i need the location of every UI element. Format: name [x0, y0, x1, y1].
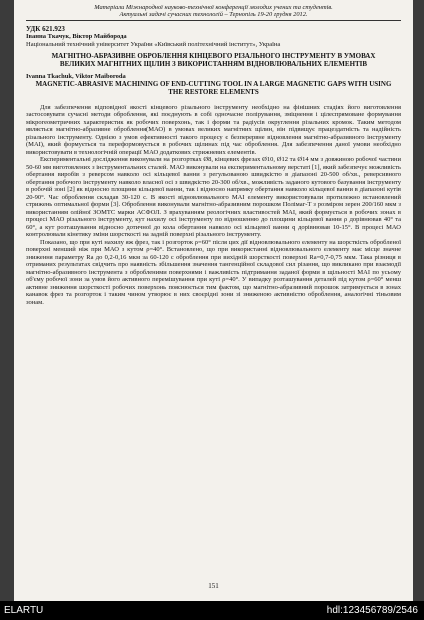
document-page [14, 0, 413, 601]
affiliation: Національний технічний університет України «Київський політехнічний інститут», Україна [26, 40, 281, 48]
authors-en: Ivanna Tkachuk, Viktor Maiboroda [26, 72, 126, 80]
paragraph-results: Показано, що при куті нахилу яж фрез, так і розгорток ρ=60° після цих дії відновлювального елементу на шорсткість обробленої поверхні менший ніж при МАО з кутом ρ=40°. Встановлено, що при використанні відновлювального елементу має місце значне зниження параметру Ra до 0,2-0,16 мкм за 60-120 с оброблення при вихідній шорсткості поверхні Ra=0,7-0,75 мкм. Така різниця в отриманих результатах свідчить про наявність збільшення значення тангенційної складової сил різання, що викликано при взаємодії магнітно-абразивного інструмента з обробленими поверхнями і важливість підтримання заданої форми в щільності МАІ по усьому об'єму робочої зони за умов його активного перемішування при куті ρ=40°. У випадку розташування деталей під кутом ρ=60° менш активне зниження шорсткості робочих поверхонь пояснюється тим фактом, що магнітно-абразивний порошок затримується в зонах канавок фрез та розгорток і таким чином утворює в них своєрідні зони зі зниженою активністю оброблення, аналогічні тіньовим зонам. [26, 238, 401, 306]
conference-header-line2: Актуальні задачі сучасних технологій – Тернопіль 19-20 грудня 2012. [119, 11, 308, 19]
udk-code: УДК 621.923 [26, 24, 65, 33]
handle-id: hdl:123456789/2546 [326, 605, 418, 616]
conference-header [26, 4, 401, 19]
header-divider [26, 20, 401, 21]
repository-name: ELARTU [4, 605, 44, 616]
viewer-footer-bar [0, 601, 424, 620]
paragraph-intro: Для забезпечення відповідної якості кінцевого різального інструменту необхідно на фінішних стадіях його виготовлення застосовувати сучасні методи оброблення, які поєднують в собі одночасне полірування, зміцнення і цілеспрямоване формування мікрогеометричних характеристик як робочих поверхонь, так і форми та радіусів округлення різальних кромок. Таким методом являється магнітно-абразивне оброблення(МАО) в умовах великих магнітних щілин, він підвищує працездатність та надійність різального інструменту. Однією з умов ефективності такого процесу є безперервне відновлення магнітно-абразивного інструменту (МАІ), який формується та переформовується в робочих щілинах під час оброблення. Для забезпечення даної умови необхідно використовувати в технологічній операції МАО додаткових стрижневих елементів. [26, 103, 401, 156]
title-ua: МАГНІТНО-АБРАЗИВНЕ ОБРОБЛЕННЯ КІНЦЕВОГО РІЗАЛЬНОГО ІНСТРУМЕНТУ В УМОВАХ ВЕЛИКИХ МАГНІТНИХ ЩІЛИН З ВИКОРИСТАННЯМ ВІДНОВЛЮВАЛЬНИХ ЕЛЕМЕНТІВ [51, 52, 376, 69]
page-number: 151 [208, 582, 219, 590]
authors-ua: Іванна Ткачук, Віктор Майборода [26, 33, 127, 41]
paragraph-experiment: Експериментальні дослідження виконували на розгортках Ø8, кінцевих фрезах Ø10, Ø12 та Ø14 мм з довжиною робочої частини 50-60 мм виготовлених з інструментальних сталей. МАО виконували на експериментальному верстаті [1], який забезпечує можливість обертання виробів з реверсом навколо осі кільцевої ванни з регульованою швидкістю в діапазоні 20-500 об/хв., реверсивного обертання робочого інструменту навколо власної осі з швидкістю 20-300 об/хв., можливість заданого кутового базування інструменту в робочій зоні [2] як відносно площини кільцевої ванни, так і відносно напрямку обертання навколо кільцевої ванни в діапазоні кутів 20-90°. Час оброблення складав 30-120 с. В якості відновлювального МАІ елементу використовували протилежно встановлений стрижень оптимальної форми [3]. Оброблення виконували магнітно-абразивним порошком Полімаг-Т з розміром зерен 200/160 мкм з використанням олійної ЗОМТС марки АСФОЛ. З врахуванням реологічних властивостей МАІ, який формується в робочих зонах в процесі МАО різального інструменту, кут нахилу осі інструменту по відношенню до площини кільцевої ванни ρ дорівнював 40° та 60°, а кут розташування відносно дотичної до кола обертання навколо осі кільцевої ванни q дорівнював 10-15°. В процесі МАО контролювали кінетику зміни шорсткості на задній поверхні різального інструменту. [26, 156, 401, 239]
conference-header-line1: Матеріали Міжнародної науково-технічної конференції молодих учених та студентів. [94, 4, 333, 11]
title-en: MAGNETIC-ABRASIVE MACHINING OF END-CUTTING TOOL IN A LARGE MAGNETIC GAPS WITH USING THE RESTORE ELEMENTS [35, 80, 392, 97]
